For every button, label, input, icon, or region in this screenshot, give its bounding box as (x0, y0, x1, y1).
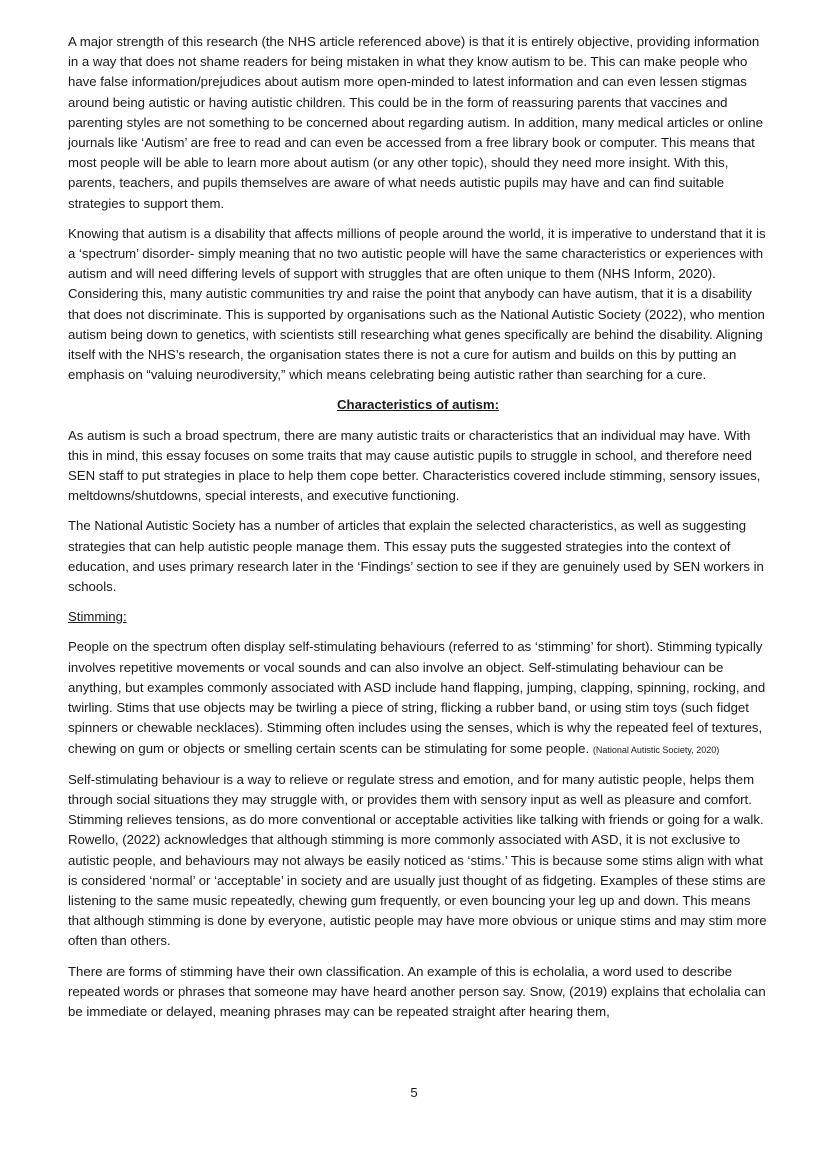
citation: (National Autistic Society, 2020) (592, 744, 720, 755)
paragraph-stimming (68, 637, 768, 759)
paragraph-text: People on the spectrum often display self-stimulating behaviours (referred to as ‘stimming’ for short). Stimming typically involves repetitive movements or vocal sounds and can also involve an object. Self-stimulating behaviour can be anything, but examples commonly associated with ASD include hand flapping, jumping, clapping, spinning, rocking, and twirling. Stims that use objects may be twirling a piece of string, flicking a rubber band, or using stim toys (such fidget spinners or chewable necklaces). Stimming often includes using the senses, which is why the repeated feel of textures, chewing on gum or objects or smelling certain scents can be stimulating for some people. (68, 639, 766, 756)
document-page (68, 32, 768, 1032)
paragraph: Knowing that autism is a disability that affects millions of people around the world, it is imperative to understand that it is a ‘spectrum’ disorder- simply meaning that no two autistic people will have the same characteristics or experiences with autism and will need differing levels of support with struggles that are often unique to them (NHS Inform, 2020). Considering this, many autistic communities try and raise the point that anybody can have autism, that it is a disability that does not discriminate. This is supported by organisations such as the National Autistic Society (2022), who mention autism being down to genetics, with scientists still researching what genes specifically are behind the disability. Aligning itself with the NHS’s research, the organisation states there is not a cure for autism and builds on this by putting an emphasis on “valuing neurodiversity,” which means celebrating being autistic rather than searching for a cure. (68, 225, 766, 383)
paragraph: The National Autistic Society has a number of articles that explain the selected characteristics, as well as suggesting strategies that can help autistic people manage them. This essay puts the suggested strategies into the context of education, and uses primary research later in the ‘Findings’ section to see if they are genuinely used by SEN workers in schools. (68, 518, 764, 595)
paragraph: A major strength of this research (the NHS article referenced above) is that it is entirely objective, providing information in a way that does not shame readers for being mistaken in what they know autism to be. This can make people who have false information/prejudices about autism more open-minded to latest information and can even lessen stigmas around being autistic or having autistic children. This could be in the form of reassuring parents that vaccines and parenting styles are not something to be concerned about regarding autism. In addition, many medical articles or online journals like ‘Autism’ are free to read and can even be accessed from a free library book or computer. This means that most people will be able to learn more about autism (or any other topic), should they need more insight. With this, parents, teachers, and pupils themselves are aware of what needs autistic pupils may have and can find suitable strategies to support them. (68, 34, 763, 211)
page-number: 5 (410, 1085, 418, 1100)
subsection-heading: Stimming: (68, 609, 127, 625)
section-heading: Characteristics of autism: (337, 397, 499, 413)
paragraph: As autism is such a broad spectrum, there are many autistic traits or characteristics that an individual may have. With this in mind, this essay focuses on some traits that may cause autistic pupils to struggle in school, and therefore need SEN staff to put strategies in place to help them cope better. Characteristics covered include stimming, sensory issues, meltdowns/shutdowns, special interests, and executive functioning. (68, 427, 761, 504)
paragraph: There are forms of stimming have their own classification. An example of this is echolalia, a word used to describe repeated words or phrases that someone may have heard another person say. Snow, (2019) explains that echolalia can be immediate or delayed, meaning phrases may can be repeated straight after hearing them, (68, 963, 766, 1019)
paragraph: Self-stimulating behaviour is a way to relieve or regulate stress and emotion, and for many autistic people, helps them through social situations they may struggle with, or provides them with sensory input as well as pleasure and comfort. Stimming relieves tensions, as do more conventional or acceptable activities like talking with friends or going for a walk. Rowello, (2022) acknowledges that although stimming is more commonly associated with ASD, it is not exclusive to autistic people, and behaviours may not always be easily noticed as ‘stims.’ This is because some stims align with what is considered ‘normal’ or ‘acceptable’ in society and are usually just thought of as fidgeting. Examples of these stims are listening to the same music repeatedly, chewing gum frequently, or even bouncing your leg up and down. This means that although stimming is done by everyone, autistic people may have more obvious or unique stims and may stim more often than others. (68, 771, 767, 949)
